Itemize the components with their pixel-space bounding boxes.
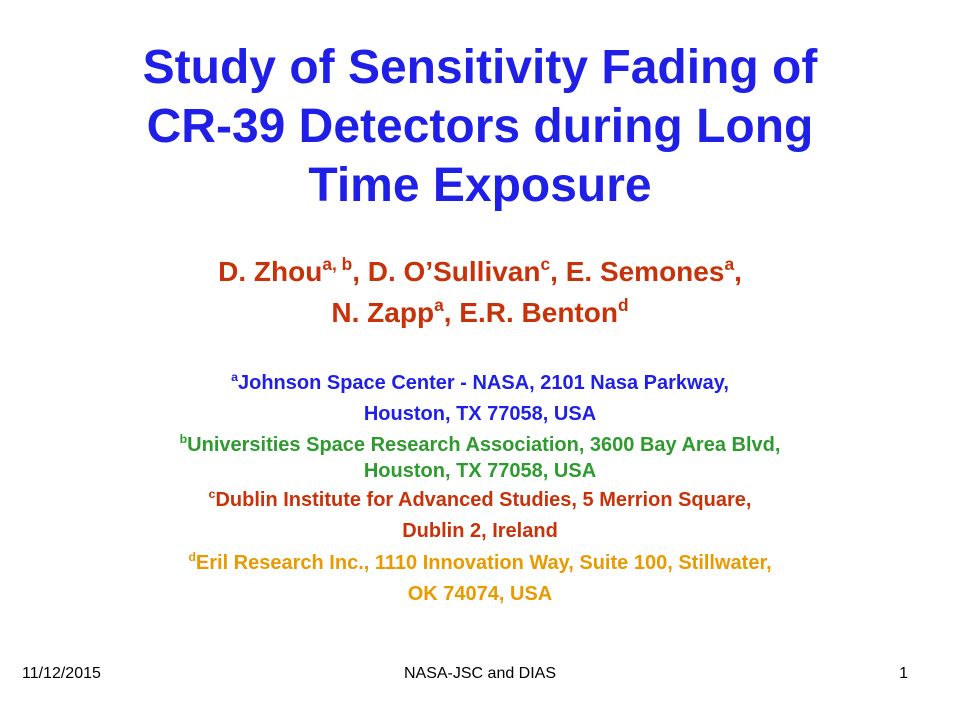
- affiliation-line-2: Dublin 2, Ireland: [402, 520, 558, 542]
- author-name: N. Zapp: [331, 297, 435, 328]
- author-name: E. Semones: [565, 256, 725, 287]
- affiliation-c: [20, 485, 940, 547]
- affiliation-line-1: [20, 548, 940, 579]
- author-line-1: [40, 251, 920, 292]
- affiliation-line-2: Houston, TX 77058, USA: [363, 403, 597, 425]
- title-line-1: Study of Sensitivity Fading of: [142, 41, 818, 94]
- affiliation-text: Eril Research Inc., 1110 Innovation Way, Suite 100, Stillwater,: [195, 552, 772, 574]
- affiliation-text: Dublin Institute for Advanced Studies, 5 Merrion Square,: [215, 489, 752, 511]
- author-affiliation-mark: a: [724, 253, 735, 274]
- affiliation-mark: a: [231, 369, 238, 384]
- author-separator: ,: [443, 297, 460, 328]
- title-line-3: Time Exposure: [308, 159, 652, 212]
- author-affiliation-mark: a: [434, 294, 444, 315]
- affiliation-mark: b: [179, 431, 188, 446]
- title-line-2: CR-39 Detectors during Long: [146, 100, 814, 153]
- author-affiliation-mark: d: [617, 294, 629, 315]
- slide-title: [40, 38, 920, 215]
- affiliation-line-2: OK 74074, USA: [407, 583, 553, 605]
- affiliation-line-1: [20, 485, 940, 516]
- footer-organization: NASA-JSC and DIAS: [403, 665, 557, 682]
- author-affiliation-mark: a, b: [322, 253, 353, 274]
- slide-number: 1: [899, 665, 908, 682]
- footer-date: 11/12/2015: [22, 665, 101, 682]
- affiliation-text: Universities Space Research Association, 3600 Bay Area Blvd,: [187, 434, 781, 456]
- affiliation-line-1: [20, 430, 940, 460]
- affiliation-text: Johnson Space Center - NASA, 2101 Nasa Parkway,: [237, 372, 729, 394]
- author-line-2: [40, 292, 920, 333]
- affiliation-b: [20, 430, 940, 483]
- affiliation-mark: c: [208, 486, 216, 501]
- affiliation-mark: d: [188, 549, 196, 564]
- author-separator: ,: [734, 256, 742, 287]
- author-name: D. O’Sullivan: [367, 256, 541, 287]
- affiliation-line-1: [20, 368, 940, 399]
- affiliation-d: [20, 548, 940, 610]
- affiliation-line-2: Houston, TX 77058, USA: [363, 460, 597, 482]
- author-affiliation-mark: c: [540, 253, 551, 274]
- author-separator: ,: [550, 256, 566, 287]
- author-name: D. Zhou: [218, 256, 323, 287]
- author-list: [40, 251, 920, 333]
- author-name: E.R. Benton: [459, 297, 618, 328]
- author-separator: ,: [352, 256, 368, 287]
- affiliation-a: [20, 368, 940, 430]
